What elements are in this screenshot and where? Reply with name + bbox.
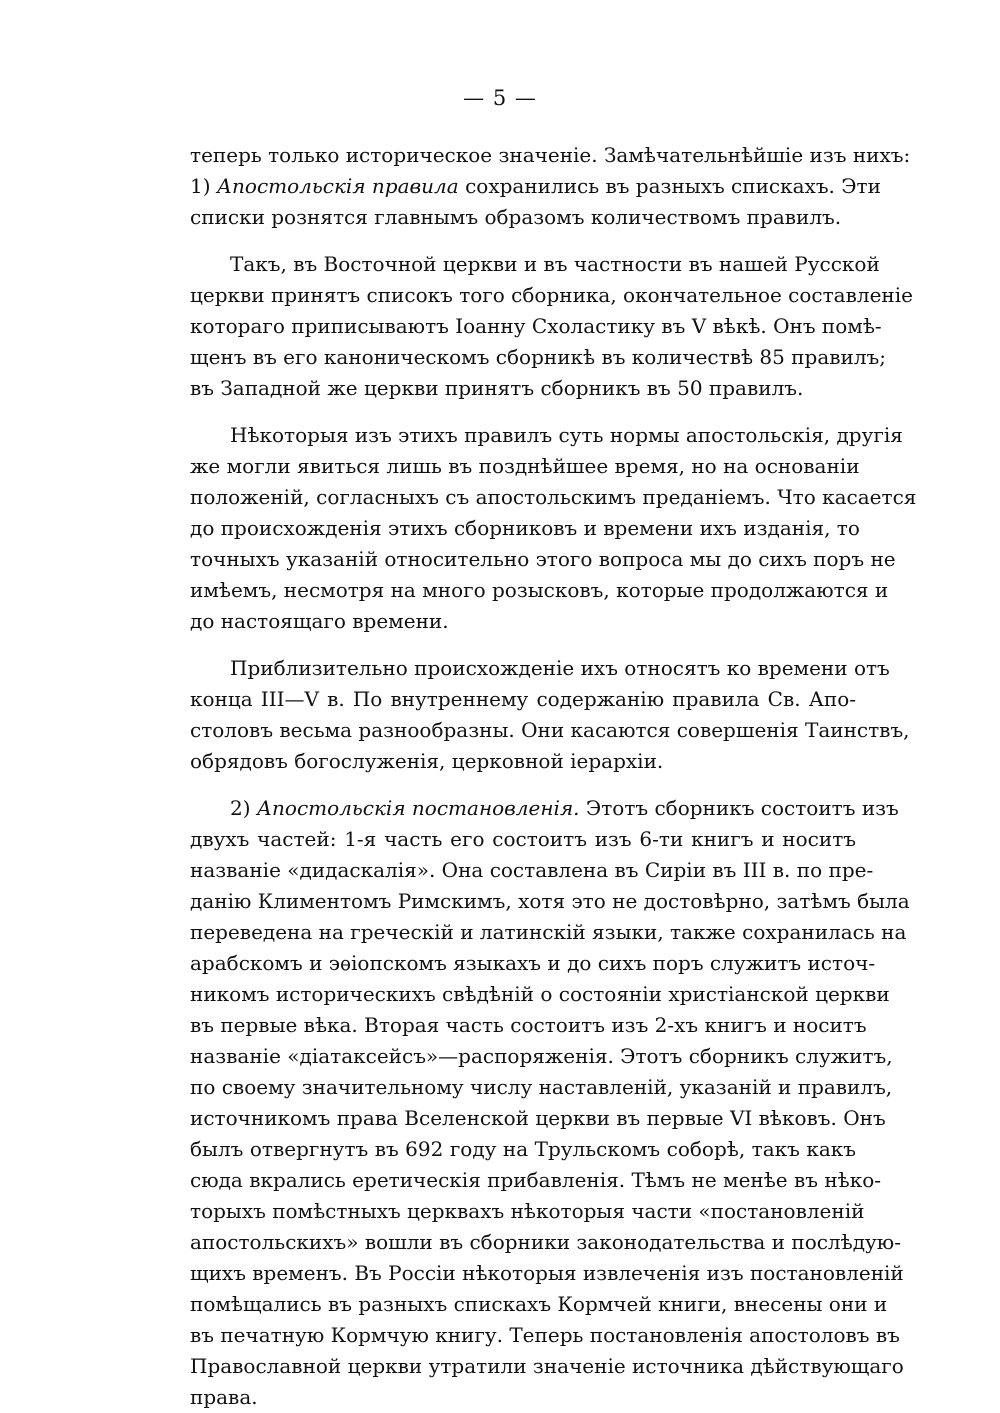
- text-run: никомъ историческихъ свѣдѣнiй о состоянiи христiанской церкви: [190, 982, 890, 1006]
- text-run: сюда вкрались еретическiя прибавленiя. Тѣмъ не менѣе въ нѣко-: [190, 1168, 882, 1192]
- text-line: [190, 171, 881, 202]
- text-run: въ печатную Кормчую книгу. Теперь постановленiя апостоловъ въ: [190, 1323, 900, 1347]
- text-line: [190, 1289, 888, 1320]
- paragraph: [190, 249, 913, 404]
- text-run: былъ отвергнутъ въ 692 году на Трульскомъ соборѣ, такъ какъ: [190, 1137, 856, 1161]
- text-run: церкви принятъ списокъ того сборника, окончательное составленiе: [190, 283, 913, 307]
- text-run: въ первые вѣка. Вторая часть состоитъ изъ 2-хъ книгъ и носитъ: [190, 1013, 867, 1037]
- page-number: — 5 —: [463, 86, 537, 110]
- text-run: названiе «дiатаксейсъ»—распоряженiя. Этотъ сборникъ служитъ,: [190, 1044, 893, 1068]
- text-line: [190, 373, 856, 404]
- text-run: торыхъ помѣстныхъ церквахъ нѣкоторыя части «постановленiй: [190, 1199, 865, 1223]
- text-run: по своему значительному числу наставленiй, указанiй и правилъ,: [190, 1075, 893, 1099]
- text-run: обрядовъ богослуженiя, церковной iерархiи.: [190, 749, 664, 773]
- text-run: положенiй, согласныхъ съ апостольскимъ преданiемъ. Что касается: [190, 485, 917, 509]
- text-run: Приблизительно происхожденiе ихъ относятъ ко времени отъ: [230, 656, 890, 680]
- text-line: [190, 513, 860, 544]
- text-run: теперь только историческое значенiе. Замѣчательнѣйшiе изъ нихъ:: [190, 143, 911, 167]
- text-run: двухъ частей: 1-я часть его состоитъ изъ 6-ти книгъ и носитъ: [190, 827, 856, 851]
- text-line: [190, 824, 856, 855]
- text-run: котораго приписываютъ Iоанну Схоластику въ V вѣкѣ. Онъ помѣ-: [190, 314, 882, 338]
- text-run: 1): [190, 174, 217, 198]
- text-line: [190, 482, 917, 513]
- text-line: [190, 1165, 882, 1196]
- text-run: конца III—V в. По внутреннему содержанiю правила Св. Апо-: [190, 687, 856, 711]
- body-text: [190, 140, 917, 1413]
- text-line: [190, 1072, 893, 1103]
- text-run: точныхъ указанiй относительно этого вопроса мы до сихъ поръ не: [190, 547, 896, 571]
- text-line: [190, 1258, 904, 1289]
- text-line: [190, 653, 890, 684]
- text-run: сохранились въ разныхъ спискахъ. Эти: [458, 174, 881, 198]
- text-run: апостольскихъ» вошли въ сборники законодательства и послѣдую-: [190, 1230, 901, 1254]
- text-line: [190, 249, 880, 280]
- text-line: [190, 948, 876, 979]
- text-run: Этотъ сборникъ состоитъ изъ: [579, 796, 899, 820]
- italic-term: Апостольскiя правила: [216, 174, 459, 198]
- paragraph: [190, 653, 910, 777]
- text-run: 2): [230, 796, 257, 820]
- text-line: [190, 684, 856, 715]
- text-run: Нѣкоторыя изъ этихъ правилъ суть нормы апостольскiя, другiя: [230, 423, 903, 447]
- text-run: до настоящаго времени.: [190, 609, 449, 633]
- text-line: [190, 451, 860, 482]
- text-line: [190, 1196, 865, 1227]
- text-run: помѣщались въ разныхъ спискахъ Кормчей книги, внесены они и: [190, 1292, 888, 1316]
- text-line: [190, 886, 910, 917]
- text-line: [190, 1134, 856, 1165]
- text-line: [190, 420, 903, 451]
- text-run: Такъ, въ Восточной церкви и въ частности въ нашей Русской: [230, 252, 880, 276]
- italic-term: Апостольскiя постановленiя.: [256, 796, 580, 820]
- text-line: [190, 855, 874, 886]
- text-run: списки рознятся главнымъ образомъ количествомъ правилъ.: [190, 205, 842, 229]
- text-run: источникомъ права Вселенской церкви въ первые VI вѣковъ. Онъ: [190, 1106, 886, 1130]
- text-line: [190, 1351, 904, 1382]
- text-run: Православной церкви утратили значенiе источника дѣйствующаго: [190, 1354, 904, 1378]
- text-line: [190, 1041, 893, 1072]
- text-run: столовъ весьма разнообразны. Они касаются совершенiя Таинствъ,: [190, 718, 910, 742]
- text-line: [190, 140, 911, 171]
- text-run: права.: [190, 1385, 258, 1409]
- text-line: [190, 280, 913, 311]
- paragraph: [190, 140, 911, 233]
- text-run: данiю Климентомъ Римскимъ, хотя это не достовѣрно, затѣмъ была: [190, 889, 910, 913]
- text-run: имѣемъ, несмотря на много розысковъ, которые продолжаются и: [190, 578, 889, 602]
- paragraph: [190, 793, 910, 1413]
- text-line: [190, 311, 882, 342]
- text-line: [190, 575, 889, 606]
- text-line: [190, 1320, 900, 1351]
- text-line: [190, 1010, 867, 1041]
- text-line: [190, 979, 890, 1010]
- text-line: [190, 715, 910, 746]
- text-run: до происхожденiя этихъ сборниковъ и времени ихъ изданiя, то: [190, 516, 860, 540]
- text-line: [190, 793, 899, 824]
- text-run: въ Западной же церкви принятъ сборникъ въ 50 правилъ.: [190, 376, 804, 400]
- text-line: [190, 606, 856, 637]
- text-run: щихъ временъ. Въ Россiи нѣкоторыя извлеченiя изъ постановленiй: [190, 1261, 904, 1285]
- text-line: [190, 544, 896, 575]
- text-line: [190, 746, 856, 777]
- text-line: [190, 917, 907, 948]
- text-run: арабскомъ и эѳiопскомъ языкахъ и до сихъ поръ служитъ источ-: [190, 951, 876, 975]
- text-run: щенъ въ его каноническомъ сборникѣ въ количествѣ 85 правилъ;: [190, 345, 886, 369]
- text-line: [190, 1382, 856, 1413]
- text-line: [190, 1227, 901, 1258]
- text-line: [190, 1103, 886, 1134]
- text-line: [190, 202, 856, 233]
- text-run: названiе «дидаскалiя». Она составлена въ Сирiи въ III в. по пре-: [190, 858, 874, 882]
- text-line: [190, 342, 886, 373]
- paragraph: [190, 420, 917, 637]
- text-run: переведена на греческiй и латинскiй языки, также сохранилась на: [190, 920, 907, 944]
- text-run: же могли явиться лишь въ позднѣйшее время, но на основанiи: [190, 454, 860, 478]
